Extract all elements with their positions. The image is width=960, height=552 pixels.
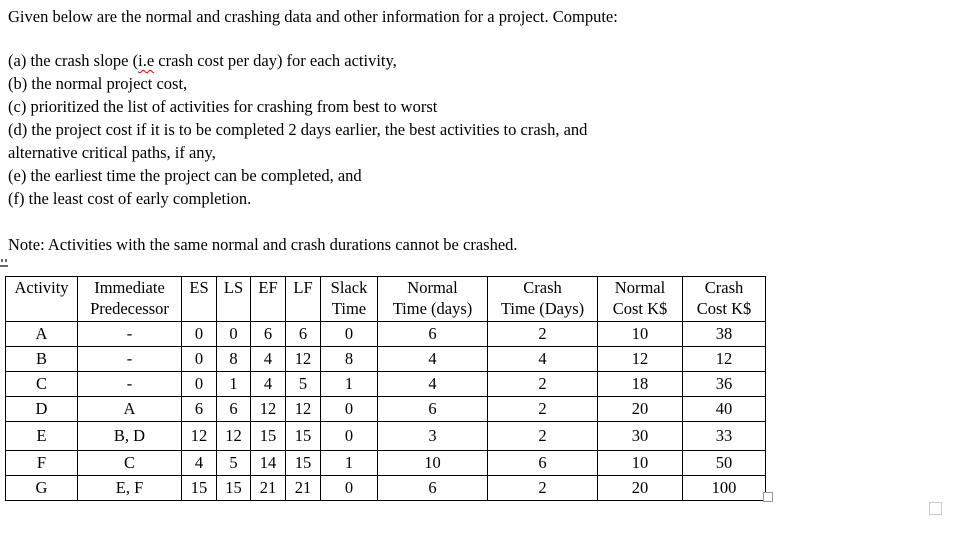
table-header-row <box>6 277 766 322</box>
text-line <box>8 118 960 141</box>
table-cell: 6 <box>251 322 286 347</box>
table-cell: 15 <box>217 476 251 501</box>
table-cell: 4 <box>488 347 598 372</box>
text-run: (b) the normal project cost, <box>8 74 188 93</box>
table-cell: 4 <box>378 372 488 397</box>
table-cell: 12 <box>182 422 217 451</box>
dot-shape <box>5 259 7 262</box>
table-cell: 10 <box>378 451 488 476</box>
intro-text: Given below are the normal and crashing data and other information for a project. Compute: <box>8 7 618 26</box>
table-cell: 8 <box>321 347 378 372</box>
table-cell: 15 <box>182 476 217 501</box>
table-cell: 0 <box>321 422 378 451</box>
table-cell: 2 <box>488 397 598 422</box>
table-header-cell: LF <box>286 277 321 322</box>
table-header-cell: Normal Cost K$ <box>598 277 683 322</box>
table-cell: B <box>6 347 78 372</box>
table-cell: G <box>6 476 78 501</box>
table-cell: 12 <box>286 397 321 422</box>
table-row <box>6 397 766 422</box>
table-cell: 0 <box>182 322 217 347</box>
table-row <box>6 476 766 501</box>
table-cell: 2 <box>488 476 598 501</box>
table-cell: 6 <box>488 451 598 476</box>
table-cell: 6 <box>378 476 488 501</box>
table-cell: 0 <box>321 322 378 347</box>
table-cell: 6 <box>182 397 217 422</box>
text-run: (a) the crash slope ( <box>8 51 139 70</box>
table-cell: E <box>6 422 78 451</box>
table-cell: E, F <box>78 476 182 501</box>
table-cell: 18 <box>598 372 683 397</box>
table-cell: 2 <box>488 322 598 347</box>
table-cell: 0 <box>217 322 251 347</box>
table-cell: 0 <box>321 476 378 501</box>
table-cell: 40 <box>683 397 766 422</box>
table-cell: B, D <box>78 422 182 451</box>
table-cell: 15 <box>251 422 286 451</box>
dash-shape <box>0 265 8 267</box>
text-run: alternative critical paths, if any, <box>8 143 216 162</box>
text-run: (c) prioritized the list of activities for crashing from best to worst <box>8 97 438 116</box>
table-cell: 1 <box>217 372 251 397</box>
table-cell: 33 <box>683 422 766 451</box>
table-cell: 1 <box>321 372 378 397</box>
table-body <box>6 322 766 501</box>
table-resize-handle[interactable] <box>763 492 773 502</box>
table-cell: 21 <box>251 476 286 501</box>
text-run: (d) the project cost if it is to be completed 2 days earlier, the best activities to crash, and <box>8 120 588 139</box>
table-header-cell: Immediate Predecessor <box>78 277 182 322</box>
table-cell: - <box>78 322 182 347</box>
table-header-cell: ES <box>182 277 217 322</box>
text-line <box>8 141 960 164</box>
table-cell: 4 <box>182 451 217 476</box>
table-header-cell: Slack Time <box>321 277 378 322</box>
table-cell: 20 <box>598 397 683 422</box>
table-cell: D <box>6 397 78 422</box>
table-cell: 4 <box>251 347 286 372</box>
table-cell: 36 <box>683 372 766 397</box>
table-cell: 6 <box>217 397 251 422</box>
table-cell: 12 <box>683 347 766 372</box>
table-cell: 2 <box>488 422 598 451</box>
table-row <box>6 322 766 347</box>
table-header-cell: Activity <box>6 277 78 322</box>
table-cell: 2 <box>488 372 598 397</box>
table-cell: 8 <box>217 347 251 372</box>
table-cell: A <box>6 322 78 347</box>
table-cell: 10 <box>598 322 683 347</box>
table-cell: 4 <box>378 347 488 372</box>
table-cell: C <box>78 451 182 476</box>
text-line <box>8 49 960 72</box>
note-text: Note: Activities with the same normal and crash durations cannot be crashed. <box>8 235 518 254</box>
table-cell: 10 <box>598 451 683 476</box>
text-line <box>8 72 960 95</box>
table-cell: 0 <box>182 347 217 372</box>
table-cell: 100 <box>683 476 766 501</box>
text-run: (e) the earliest time the project can be completed, and <box>8 166 362 185</box>
table-header-cell: Crash Time (Days) <box>488 277 598 322</box>
table-cell: 6 <box>286 322 321 347</box>
table-cell: 20 <box>598 476 683 501</box>
table-cell: 12 <box>598 347 683 372</box>
text-run: (f) the least cost of early completion. <box>8 189 252 208</box>
table-row <box>6 372 766 397</box>
table-cell: 1 <box>321 451 378 476</box>
table-header-cell: EF <box>251 277 286 322</box>
corner-resize-handle[interactable] <box>929 502 942 515</box>
table-cell: 5 <box>286 372 321 397</box>
activity-data-table <box>5 276 766 501</box>
table-cell: 38 <box>683 322 766 347</box>
table-cell: 0 <box>182 372 217 397</box>
table-cell: A <box>78 397 182 422</box>
table-cell: 14 <box>251 451 286 476</box>
table-cell: 50 <box>683 451 766 476</box>
table-row <box>6 451 766 476</box>
table-cell: 12 <box>251 397 286 422</box>
table-move-handle-icon[interactable] <box>0 258 11 271</box>
table-cell: 30 <box>598 422 683 451</box>
table-header-cell: LS <box>217 277 251 322</box>
text-line <box>8 187 960 210</box>
spellcheck-flagged-text: i.e <box>138 51 155 70</box>
dot-shape <box>1 259 3 262</box>
text-line <box>8 95 960 118</box>
table-cell: 6 <box>378 397 488 422</box>
table-header-cell: Crash Cost K$ <box>683 277 766 322</box>
table-cell: 3 <box>378 422 488 451</box>
table-cell: F <box>6 451 78 476</box>
table-cell: 15 <box>286 451 321 476</box>
table-cell: 5 <box>217 451 251 476</box>
table-header-cell: Normal Time (days) <box>378 277 488 322</box>
table-cell: 12 <box>286 347 321 372</box>
table-cell: 21 <box>286 476 321 501</box>
problem-items <box>8 49 960 210</box>
table-cell: C <box>6 372 78 397</box>
table-cell: 6 <box>378 322 488 347</box>
table-cell: 15 <box>286 422 321 451</box>
table-cell: - <box>78 347 182 372</box>
table-row <box>6 347 766 372</box>
table-cell: 12 <box>217 422 251 451</box>
table-cell: 0 <box>321 397 378 422</box>
text-line <box>8 164 960 187</box>
table-cell: - <box>78 372 182 397</box>
text-run: crash cost per day) for each activity, <box>154 51 397 70</box>
table-row <box>6 422 766 451</box>
table-cell: 4 <box>251 372 286 397</box>
